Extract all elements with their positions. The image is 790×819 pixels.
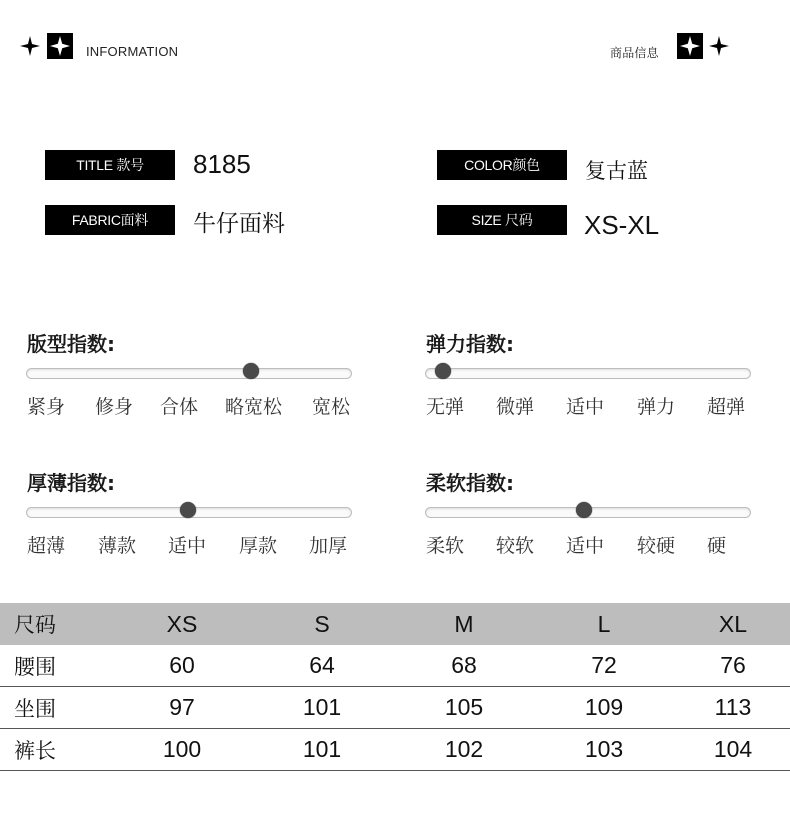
table-cell: 97 — [169, 694, 195, 720]
header-information-label: INFORMATION — [86, 44, 179, 59]
boxed-star-icon — [47, 33, 73, 59]
color-value: 复古蓝 — [585, 159, 648, 183]
table-cell: 113 — [714, 694, 752, 720]
table-cell: 60 — [169, 652, 195, 678]
fit-option: 紧身 — [27, 396, 66, 418]
stretch-option: 超弹 — [707, 396, 746, 418]
table-cell: 109 — [584, 694, 624, 720]
softness-option: 较硬 — [637, 535, 676, 557]
fabric-value: 牛仔面料 — [193, 211, 285, 237]
stretch-option: 无弹 — [426, 396, 465, 418]
fabric-label: FABRIC面料 — [45, 205, 175, 235]
thickness-option: 加厚 — [309, 535, 348, 557]
header-product-info-label: 商品信息 — [610, 46, 659, 60]
thickness-option: 适中 — [168, 535, 207, 557]
size-table — [0, 603, 790, 771]
table-row — [0, 729, 790, 771]
table-row — [0, 687, 790, 729]
four-point-star-icon — [709, 36, 729, 56]
size-table-header-cell: S — [314, 610, 330, 637]
thickness-option: 超薄 — [27, 535, 66, 557]
softness-option: 柔软 — [426, 535, 465, 557]
stretch-index-title: 弹力指数: — [426, 332, 514, 356]
stretch-index-track — [425, 368, 751, 379]
stretch-option: 微弹 — [496, 396, 535, 418]
boxed-star-icon — [677, 33, 703, 59]
size-value: XS-XL — [584, 210, 660, 240]
table-cell: 102 — [444, 736, 484, 762]
fit-option: 合体 — [160, 396, 199, 418]
table-cell: 103 — [584, 736, 624, 762]
four-point-star-icon — [20, 36, 40, 56]
softness-option: 适中 — [566, 535, 605, 557]
table-cell: 72 — [591, 652, 617, 678]
table-cell: 腰围 — [14, 654, 56, 679]
table-cell: 坐围 — [14, 696, 56, 721]
softness-index-title: 柔软指数: — [426, 471, 514, 495]
size-table-header-cell: M — [454, 610, 474, 637]
softness-option: 较软 — [496, 535, 535, 557]
table-cell: 101 — [302, 694, 342, 720]
title-value: 8185 — [193, 149, 251, 179]
thickness-index-title: 厚薄指数: — [27, 471, 115, 495]
color-label: COLOR颜色 — [437, 150, 567, 180]
size-label: SIZE 尺码 — [437, 205, 567, 235]
thickness-option: 薄款 — [98, 535, 137, 557]
fit-option: 宽松 — [312, 396, 351, 418]
softness-index-knob — [576, 502, 592, 518]
size-table-header-cell: 尺码 — [14, 613, 56, 637]
size-table-header-cell: XL — [718, 610, 748, 637]
table-row — [0, 645, 790, 687]
stretch-index-knob — [435, 363, 451, 379]
fit-option: 略宽松 — [225, 396, 283, 418]
thickness-index-knob — [180, 502, 196, 518]
table-cell: 76 — [720, 652, 746, 678]
thickness-option: 厚款 — [239, 535, 278, 557]
table-cell: 裤长 — [14, 738, 56, 763]
size-table-header-cell: L — [597, 610, 611, 637]
fit-index-track — [26, 368, 352, 379]
stretch-option: 弹力 — [637, 396, 676, 418]
table-cell: 64 — [309, 652, 335, 678]
table-cell: 68 — [451, 652, 477, 678]
stretch-option: 适中 — [566, 396, 605, 418]
fit-index-title: 版型指数: — [27, 332, 115, 356]
size-table-header-row — [0, 603, 790, 645]
table-cell: 104 — [713, 736, 753, 762]
size-table-header-cell: XS — [166, 610, 198, 637]
table-cell: 100 — [162, 736, 202, 762]
title-label: TITLE 款号 — [45, 150, 175, 180]
table-cell: 105 — [444, 694, 484, 720]
fit-option: 修身 — [95, 396, 134, 418]
table-cell: 101 — [302, 736, 342, 762]
softness-option: 硬 — [707, 535, 727, 557]
